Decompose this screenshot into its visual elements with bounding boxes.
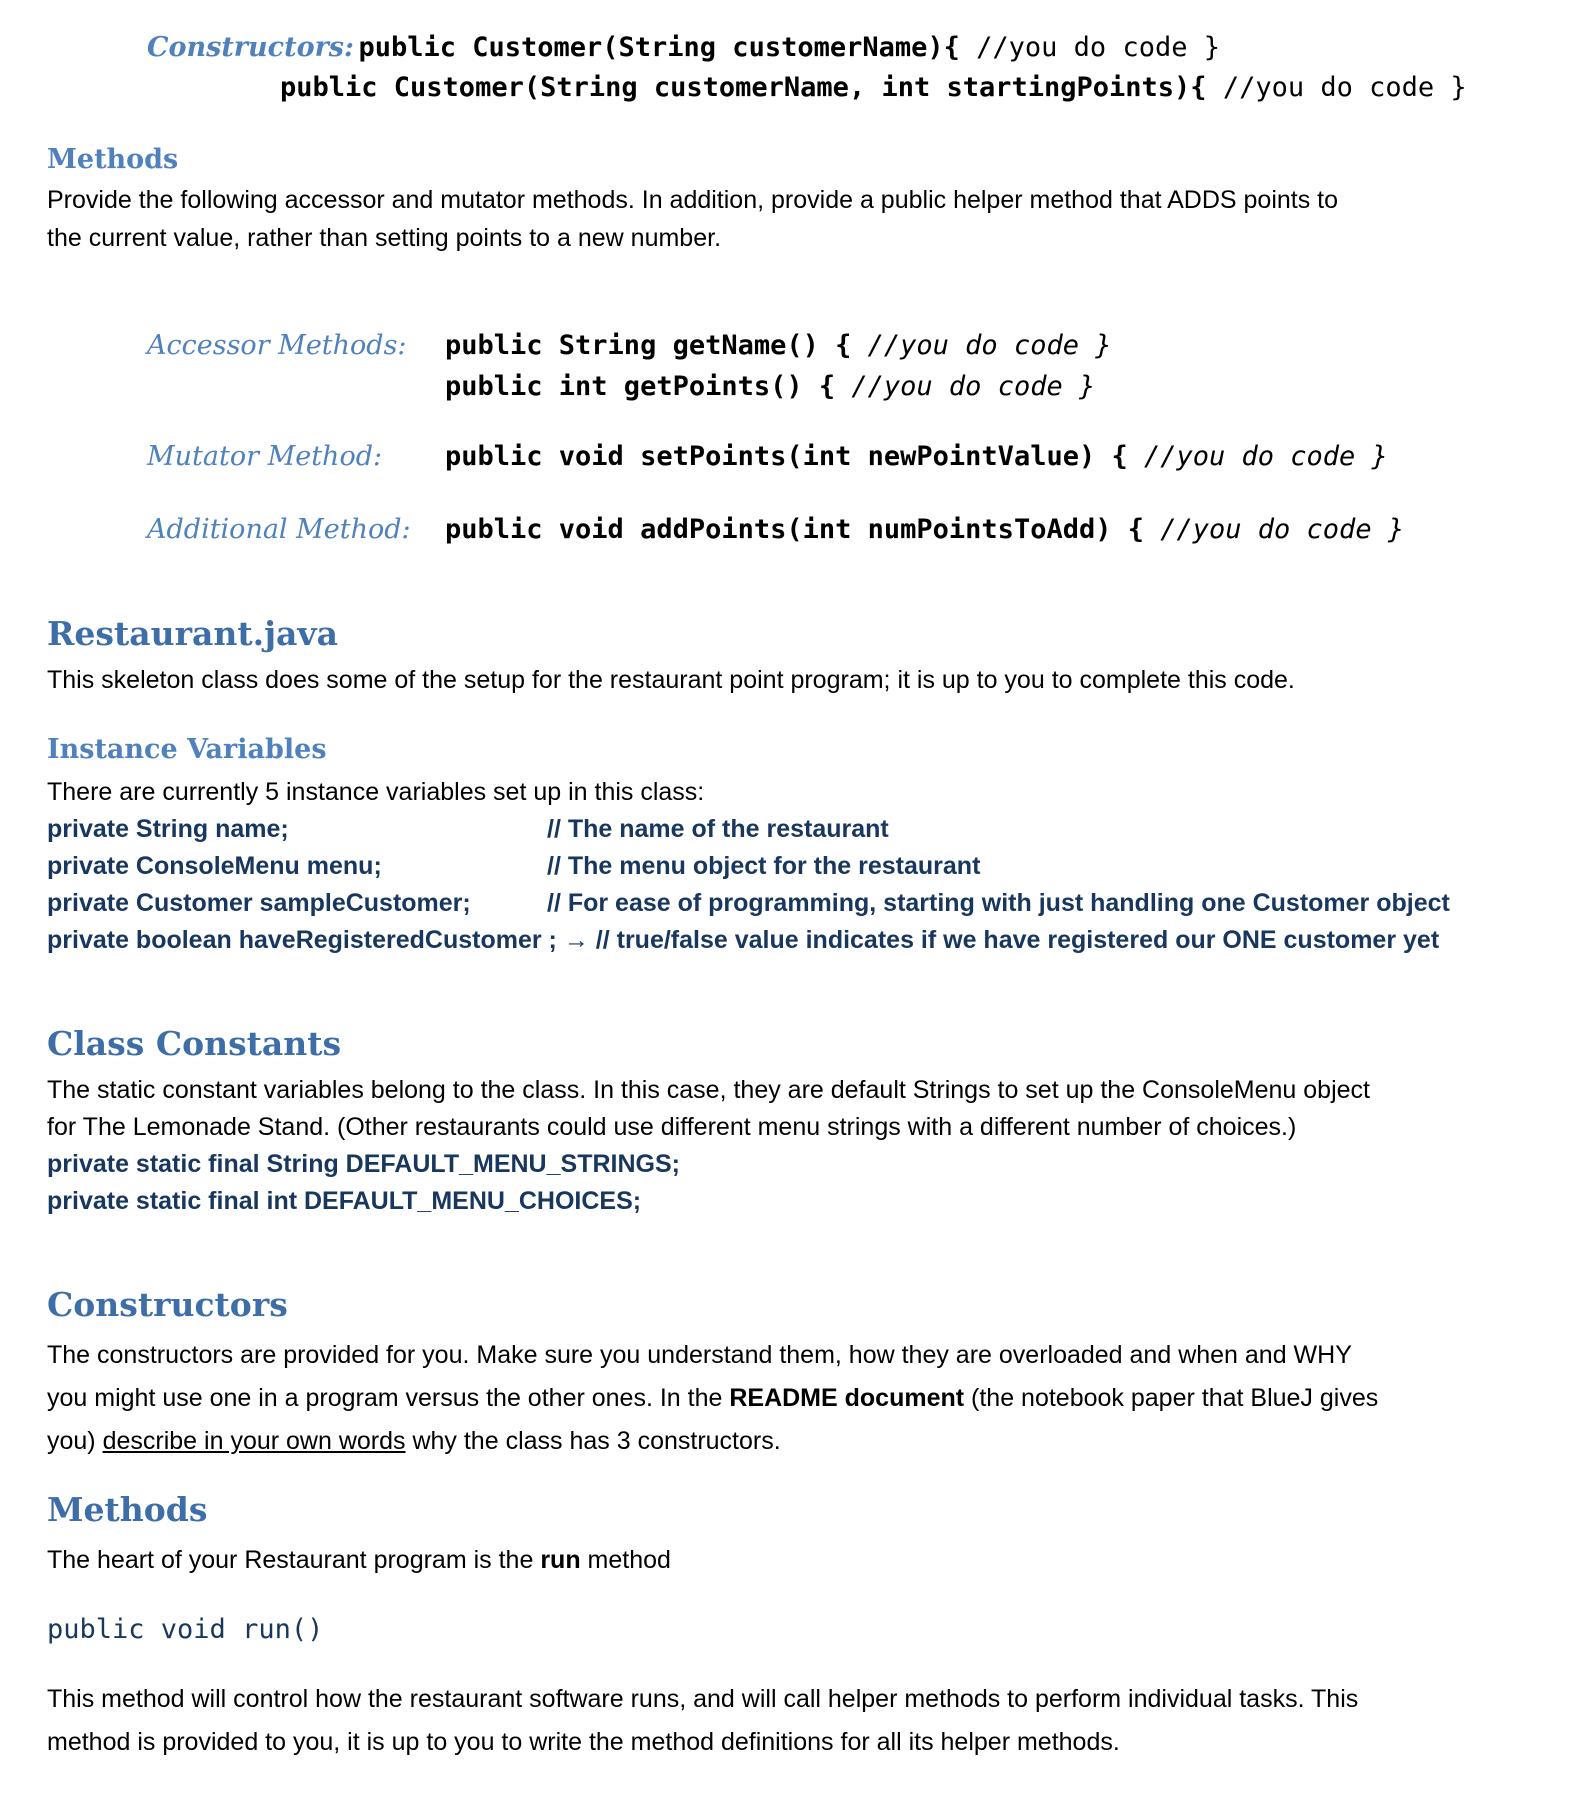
constructors-desc-1: The constructors are provided for you. Make sure you understand them, how they are overloaded and when and WHY	[47, 1341, 1352, 1369]
constructor-2-comment: //you do code }	[1206, 72, 1467, 103]
constructors-desc-3	[47, 1427, 781, 1456]
additional-method	[445, 514, 1404, 545]
accessor-1-code: public String getName() {	[445, 330, 868, 361]
restaurant-intro: This skeleton class does some of the setup for the restaurant point program; it is up to you to complete this code.	[47, 666, 1295, 694]
customer-methods-desc-1: Provide the following accessor and mutator methods. In addition, provide a public helper method that ADDS points to	[47, 186, 1339, 214]
class-constants-desc-1: The static constant variables belong to the class. In this case, they are default Strings to set up the ConsoleMenu object	[47, 1076, 1370, 1104]
var-2-decl: private ConsoleMenu menu;	[47, 852, 382, 880]
class-constants-heading: Class Constants	[47, 1024, 342, 1063]
constructors-heading: Constructors	[47, 1285, 288, 1324]
var-4-comment: // true/false value indicates if we have registered our ONE customer yet	[595, 926, 1440, 954]
var-2-comment: // The menu object for the restaurant	[547, 852, 981, 880]
instance-variables-intro: There are currently 5 instance variables set up in this class:	[47, 778, 705, 806]
restaurant-methods-heading: Methods	[47, 1490, 208, 1529]
constructors-desc-2c: (the notebook paper that BlueJ gives	[964, 1384, 1379, 1412]
accessor-label: Accessor Methods:	[147, 330, 407, 361]
constant-2: private static final int DEFAULT_MENU_CHOICES;	[47, 1187, 642, 1215]
arrow-right-icon: →	[563, 926, 589, 954]
run-desc-1: This method will control how the restaurant software runs, and will call helper methods to perform individual tasks. This	[47, 1685, 1359, 1713]
accessor-1-comment: //you do code }	[867, 330, 1112, 361]
var-1-decl: private String name;	[47, 815, 289, 843]
accessor-2-comment: //you do code }	[851, 371, 1096, 402]
customer-methods-heading: Methods	[47, 144, 179, 175]
accessor-2	[445, 371, 1095, 402]
constructor-1-comment: //you do code }	[959, 32, 1220, 63]
instance-variables-heading: Instance Variables	[47, 734, 327, 765]
var-4	[47, 926, 1439, 955]
run-keyword: run	[540, 1546, 581, 1574]
mutator-label: Mutator Method:	[147, 441, 383, 472]
constant-1: private static final String DEFAULT_MENU_STRINGS;	[47, 1150, 680, 1178]
constructors-row-2	[280, 72, 1467, 103]
mutator-code: public void setPoints(int newPointValue) {	[445, 441, 1144, 472]
run-intro-c: method	[580, 1546, 671, 1574]
mutator-comment: //you do code }	[1143, 441, 1388, 472]
accessor-2-code: public int getPoints() {	[445, 371, 852, 402]
class-constants-desc-2: for The Lemonade Stand. (Other restaurants could use different menu strings with a different number of choices.)	[47, 1113, 1297, 1141]
var-1-comment: // The name of the restaurant	[547, 815, 889, 843]
run-signature: public void run()	[47, 1614, 324, 1645]
constructors-desc-2	[47, 1384, 1378, 1413]
constructor-1-code: public Customer(String customerName){	[358, 32, 960, 63]
var-3-decl: private Customer sampleCustomer;	[47, 889, 471, 917]
describe-own-words-text: describe in your own words	[102, 1427, 406, 1455]
constructors-desc-3a: you)	[47, 1427, 103, 1455]
run-intro	[47, 1546, 671, 1575]
var-3-comment: // For ease of programming, starting with just handling one Customer object	[547, 889, 1450, 917]
mutator	[445, 441, 1388, 472]
constructors-desc-3c: why the class has 3 constructors.	[405, 1427, 781, 1455]
constructors-label: Constructors:	[147, 32, 354, 63]
run-desc-2: method is provided to you, it is up to you to write the method definitions for all its helper methods.	[47, 1728, 1120, 1756]
customer-methods-desc-2: the current value, rather than setting points to a new number.	[47, 224, 722, 252]
run-intro-a: The heart of your Restaurant program is the	[47, 1546, 541, 1574]
constructors-row-1	[147, 32, 1220, 63]
restaurant-heading: Restaurant.java	[47, 614, 338, 653]
accessor-1	[445, 330, 1111, 361]
readme-document-text: README document	[729, 1384, 965, 1412]
constructors-desc-2a: you might use one in a program versus the other ones. In the	[47, 1384, 730, 1412]
additional-comment: //you do code }	[1160, 514, 1405, 545]
var-4-decl: private boolean haveRegisteredCustomer ;	[47, 926, 557, 954]
constructor-2-code: public Customer(String customerName, int startingPoints){	[280, 72, 1207, 103]
additional-label: Additional Method:	[147, 514, 411, 545]
additional-code: public void addPoints(int numPointsToAdd) {	[445, 514, 1161, 545]
